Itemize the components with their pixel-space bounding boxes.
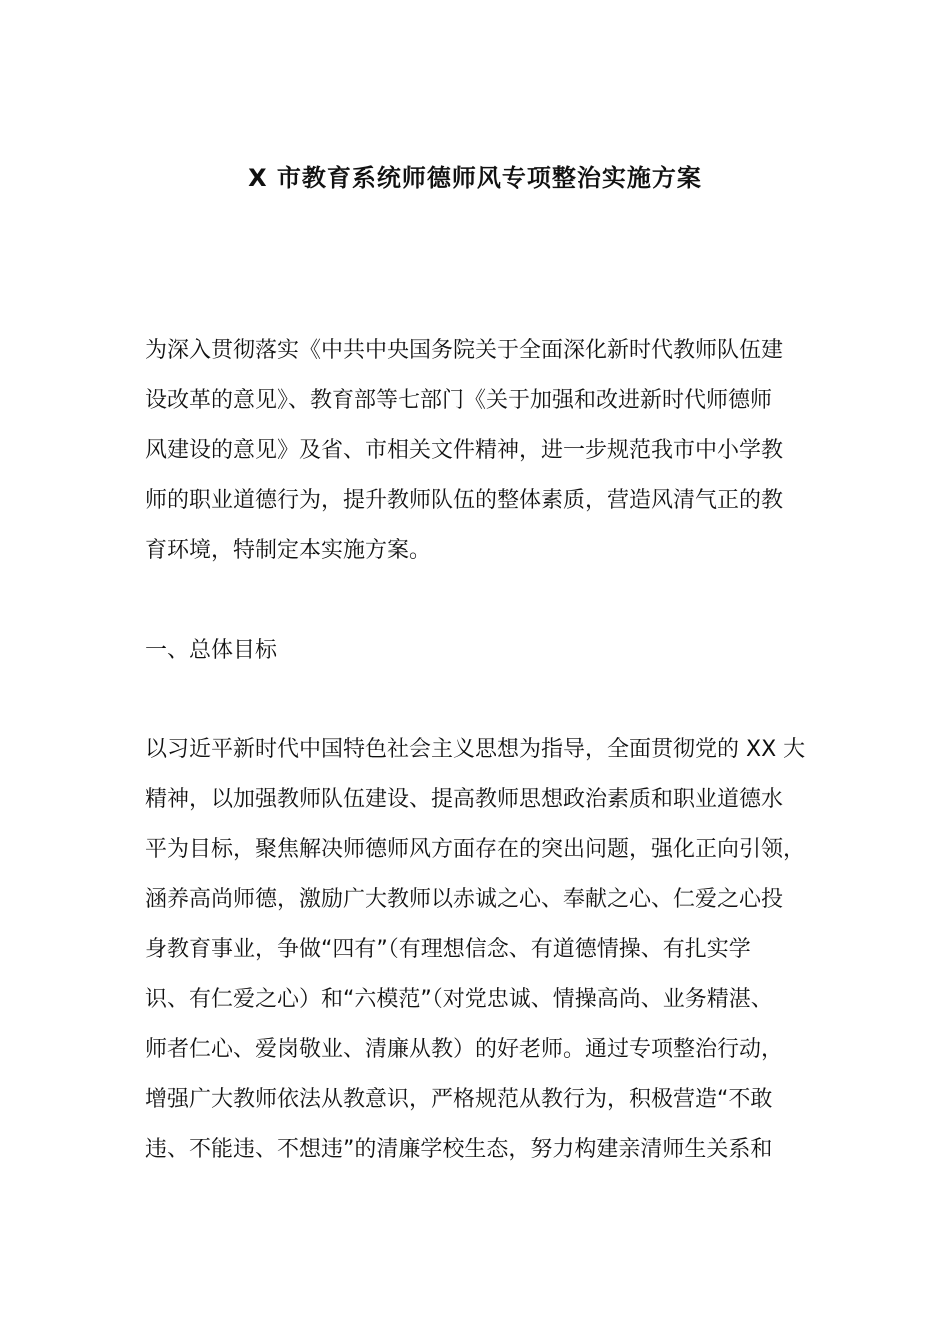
text-line: 师的职业道德行为，提升教师队伍的整体素质，营造风清气正的教 xyxy=(145,488,784,513)
text-line: 增强广大教师依法从教意识，严格规范从教行为，积极营造“不敢 xyxy=(145,1087,773,1112)
section-heading: 一、总体目标 xyxy=(145,638,278,663)
section-paragraph xyxy=(145,725,835,1175)
text-line: 身教育事业，争做“四有”（有理想信念、有道德情操、有扎实学 xyxy=(145,937,751,962)
text-line: 违、不能违、不想违”的清廉学校生态，努力构建亲清师生关系和 xyxy=(145,1137,773,1162)
text-line: 育环境，特制定本实施方案。 xyxy=(145,538,432,563)
text-line: 识、有仁爱之心）和“六模范”（对党忠诚、情操高尚、业务精湛、 xyxy=(145,987,773,1012)
text-line: 平为目标，聚焦解决师德师风方面存在的突出问题，强化正向引领， xyxy=(145,837,806,862)
intro-paragraph xyxy=(145,326,835,576)
text-line: 师者仁心、爱岗敬业、清廉从教）的好老师。通过专项整治行动， xyxy=(145,1037,784,1062)
text-line: 为深入贯彻落实《中共中央国务院关于全面深化新时代教师队伍建 xyxy=(145,338,784,363)
text-line: 精神，以加强教师队伍建设、提高教师思想政治素质和职业道德水 xyxy=(145,787,784,812)
text-line: 风建设的意见》及省、市相关文件精神，进一步规范我市中小学教 xyxy=(145,438,784,463)
text-line: 涵养高尚师德，激励广大教师以赤诚之心、奉献之心、仁爱之心投 xyxy=(145,887,784,912)
text-line: 设改革的意见》、教育部等七部门《关于加强和改进新时代师德师 xyxy=(145,388,773,413)
text-line: 以习近平新时代中国特色社会主义思想为指导，全面贯彻党的 XX 大 xyxy=(145,737,806,762)
document-title: X 市教育系统师德师风专项整治实施方案 xyxy=(248,164,702,192)
